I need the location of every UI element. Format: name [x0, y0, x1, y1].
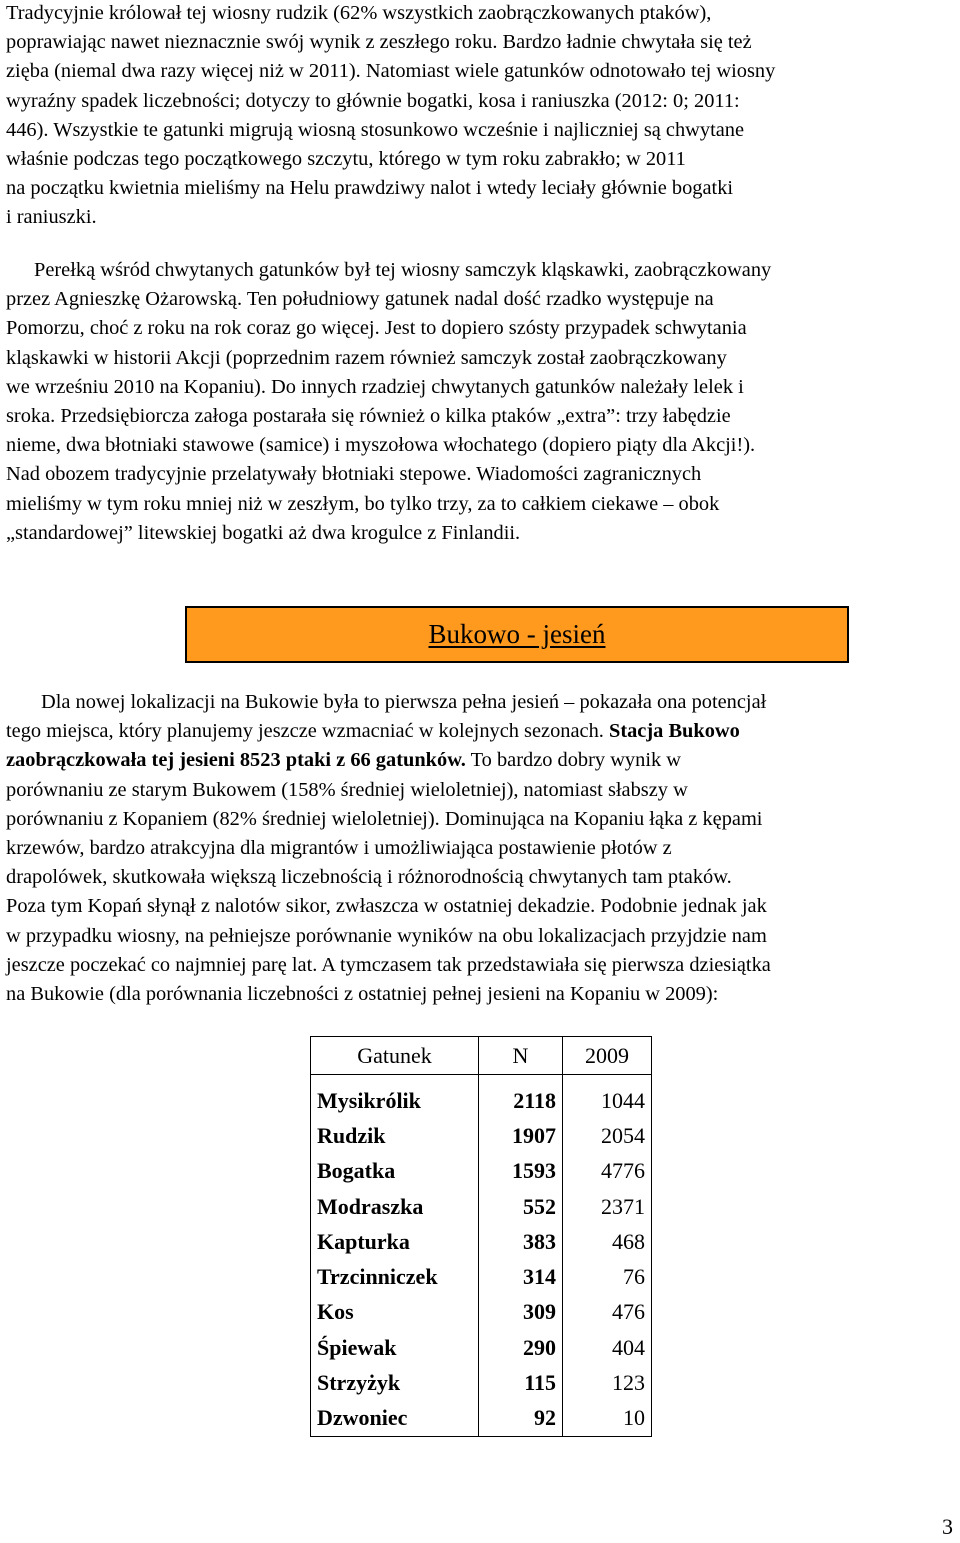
text-line: Perełką wśród chwytanych gatunków był tej wiosny samczyk kląskawki, zaobrączkowany: [34, 259, 772, 281]
species-name: Kos: [311, 1295, 479, 1330]
header-count: N: [479, 1037, 563, 1075]
text-line: [6, 746, 956, 775]
value-2009: 76: [563, 1259, 652, 1294]
table-row: [311, 1259, 652, 1294]
bold-fragment: Stacja Bukowo: [608, 720, 740, 743]
value-2009: 2054: [563, 1118, 652, 1153]
count-value: 115: [479, 1365, 563, 1400]
text-line: [6, 717, 956, 746]
paragraph-rare-species: [6, 256, 956, 548]
text-line: zięba (niemal dwa razy więcej niż w 2011). Natomiast wiele gatunków odnotowało tej wiosny: [6, 60, 776, 83]
species-name: Mysikrólik: [311, 1075, 479, 1119]
paragraph-spring-summary: [6, 0, 956, 233]
species-name: Dzwoniec: [311, 1401, 479, 1437]
text-line: i raniuszki.: [6, 206, 97, 229]
text-line: Pomorzu, choć z roku na rok coraz go więcej. Jest to dopiero szósty przypadek schwytania: [6, 317, 747, 340]
text-line: nieme, dwa błotniaki stawowe (samice) i myszołowa włochatego (dopiero piąty dla Akcji!).: [6, 434, 756, 457]
value-2009: 468: [563, 1224, 652, 1259]
species-name: Rudzik: [311, 1118, 479, 1153]
text-line: Nad obozem tradycyjnie przelatywały błotniaki stepowe. Wiadomości zagranicznych: [6, 463, 702, 486]
species-name: Modraszka: [311, 1189, 479, 1224]
page-number: 3: [942, 1514, 953, 1539]
header-species: Gatunek: [311, 1037, 479, 1075]
count-value: 309: [479, 1295, 563, 1330]
paragraph-bukowo-autumn: [6, 688, 956, 1009]
table-row: [311, 1154, 652, 1189]
count-value: 383: [479, 1224, 563, 1259]
table-row: [311, 1330, 652, 1365]
species-name: Strzyżyk: [311, 1365, 479, 1400]
text-line: jeszcze poczekać co najmniej parę lat. A tymczasem tak przedstawiała się pierwsza dziesiątka: [6, 953, 771, 976]
header-2009: 2009: [563, 1037, 652, 1075]
count-value: 290: [479, 1330, 563, 1365]
text-line: Tradycyjnie królował tej wiosny rudzik (62% wszystkich zaobrączkowanych ptaków),: [6, 2, 712, 24]
value-2009: 404: [563, 1330, 652, 1365]
table-row: [311, 1075, 652, 1119]
text-line: wyraźny spadek liczebności; dotyczy to głównie bogatki, kosa i raniuszka (2012: 0; 2011:: [6, 89, 740, 112]
value-2009: 10: [563, 1401, 652, 1437]
text-line: porównaniu z Kopaniem (82% średniej wieloletniej). Dominująca na Kopaniu łąka z kępami: [6, 807, 763, 830]
text-line: mieliśmy w tym roku mniej niż w zeszłym, bo tylko trzy, za to całkiem ciekawe – obok: [6, 492, 720, 515]
text-line: krzewów, bardzo atrakcyjna dla migrantów i umożliwiająca postawienie płotów z: [6, 837, 672, 860]
table-row: [311, 1365, 652, 1400]
section-heading-box: [185, 606, 849, 663]
value-2009: 476: [563, 1295, 652, 1330]
value-2009: 4776: [563, 1154, 652, 1189]
table-row: [311, 1189, 652, 1224]
table-row: [311, 1401, 652, 1437]
value-2009: 123: [563, 1365, 652, 1400]
text-line: właśnie podczas tego początkowego szczytu, którego w tym roku zabrakło; w 2011: [6, 148, 686, 171]
text-line: „standardowej” litewskiej bogatki aż dwa krogulce z Finlandii.: [6, 521, 521, 544]
count-value: 1907: [479, 1118, 563, 1153]
text-fragment: tego miejsca, który planujemy jeszcze wzmacniać w kolejnych sezonach.: [6, 720, 609, 743]
text-line: 446). Wszystkie te gatunki migrują wiosną stosunkowo wcześnie i najliczniej są chwytane: [6, 118, 745, 141]
table-row: [311, 1118, 652, 1153]
count-value: 552: [479, 1189, 563, 1224]
count-value: 2118: [479, 1075, 563, 1119]
value-2009: 1044: [563, 1075, 652, 1119]
text-line: poprawiając nawet nieznacznie swój wynik z zeszłego roku. Bardzo ładnie chwytała się też: [6, 31, 752, 54]
text-line: we wrześniu 2010 na Kopaniu). Do innych rzadziej chwytanych gatunków należały lelek i: [6, 375, 744, 398]
count-value: 1593: [479, 1154, 563, 1189]
table-header-row: [311, 1037, 652, 1075]
bold-fragment: zaobrączkowała tej jesieni 8523 ptaki z 66 gatunków.: [6, 749, 466, 772]
species-table: [310, 1036, 652, 1437]
text-line: drapolówek, skutkowała większą liczebnością i różnorodnością chwytanych tam ptaków.: [6, 866, 732, 889]
text-line: na początku kwietnia mieliśmy na Helu prawdziwy nalot i wtedy leciały głównie bogatki: [6, 177, 734, 200]
text-line: kląskawki w historii Akcji (poprzednim razem również samczyk został zaobrączkowany: [6, 346, 727, 369]
species-name: Kapturka: [311, 1224, 479, 1259]
value-2009: 2371: [563, 1189, 652, 1224]
count-value: 314: [479, 1259, 563, 1294]
species-name: Bogatka: [311, 1154, 479, 1189]
text-line: na Bukowie (dla porównania liczebności z ostatniej pełnej jesieni na Kopaniu w 2009):: [6, 983, 719, 1006]
text-line: Dla nowej lokalizacji na Bukowie była to pierwsza pełna jesień – pokazała ona potencjał: [41, 691, 767, 713]
text-line: sroka. Przedsiębiorcza załoga postarała się również o kilka ptaków „extra”: trzy łabędzie: [6, 405, 731, 428]
table-row: [311, 1224, 652, 1259]
text-fragment: To bardzo dobry wynik w: [465, 749, 682, 772]
text-line: w przypadku wiosny, na pełniejsze porównanie wyników na obu lokalizacjach przyjdzie nam: [6, 924, 767, 947]
section-heading: Bukowo - jesień: [428, 619, 606, 649]
species-name: Trzcinniczek: [311, 1259, 479, 1294]
text-line: Poza tym Kopań słynął z nalotów sikor, zwłaszcza w ostatniej dekadzie. Podobnie jednak jak: [6, 895, 767, 918]
species-name: Śpiewak: [311, 1330, 479, 1365]
text-line: przez Agnieszkę Ożarowską. Ten południowy gatunek nadal dość rzadko występuje na: [6, 288, 714, 311]
count-value: 92: [479, 1401, 563, 1437]
table-row: [311, 1295, 652, 1330]
text-line: porównaniu ze starym Bukowem (158% średniej wieloletniej), natomiast słabszy w: [6, 778, 688, 801]
